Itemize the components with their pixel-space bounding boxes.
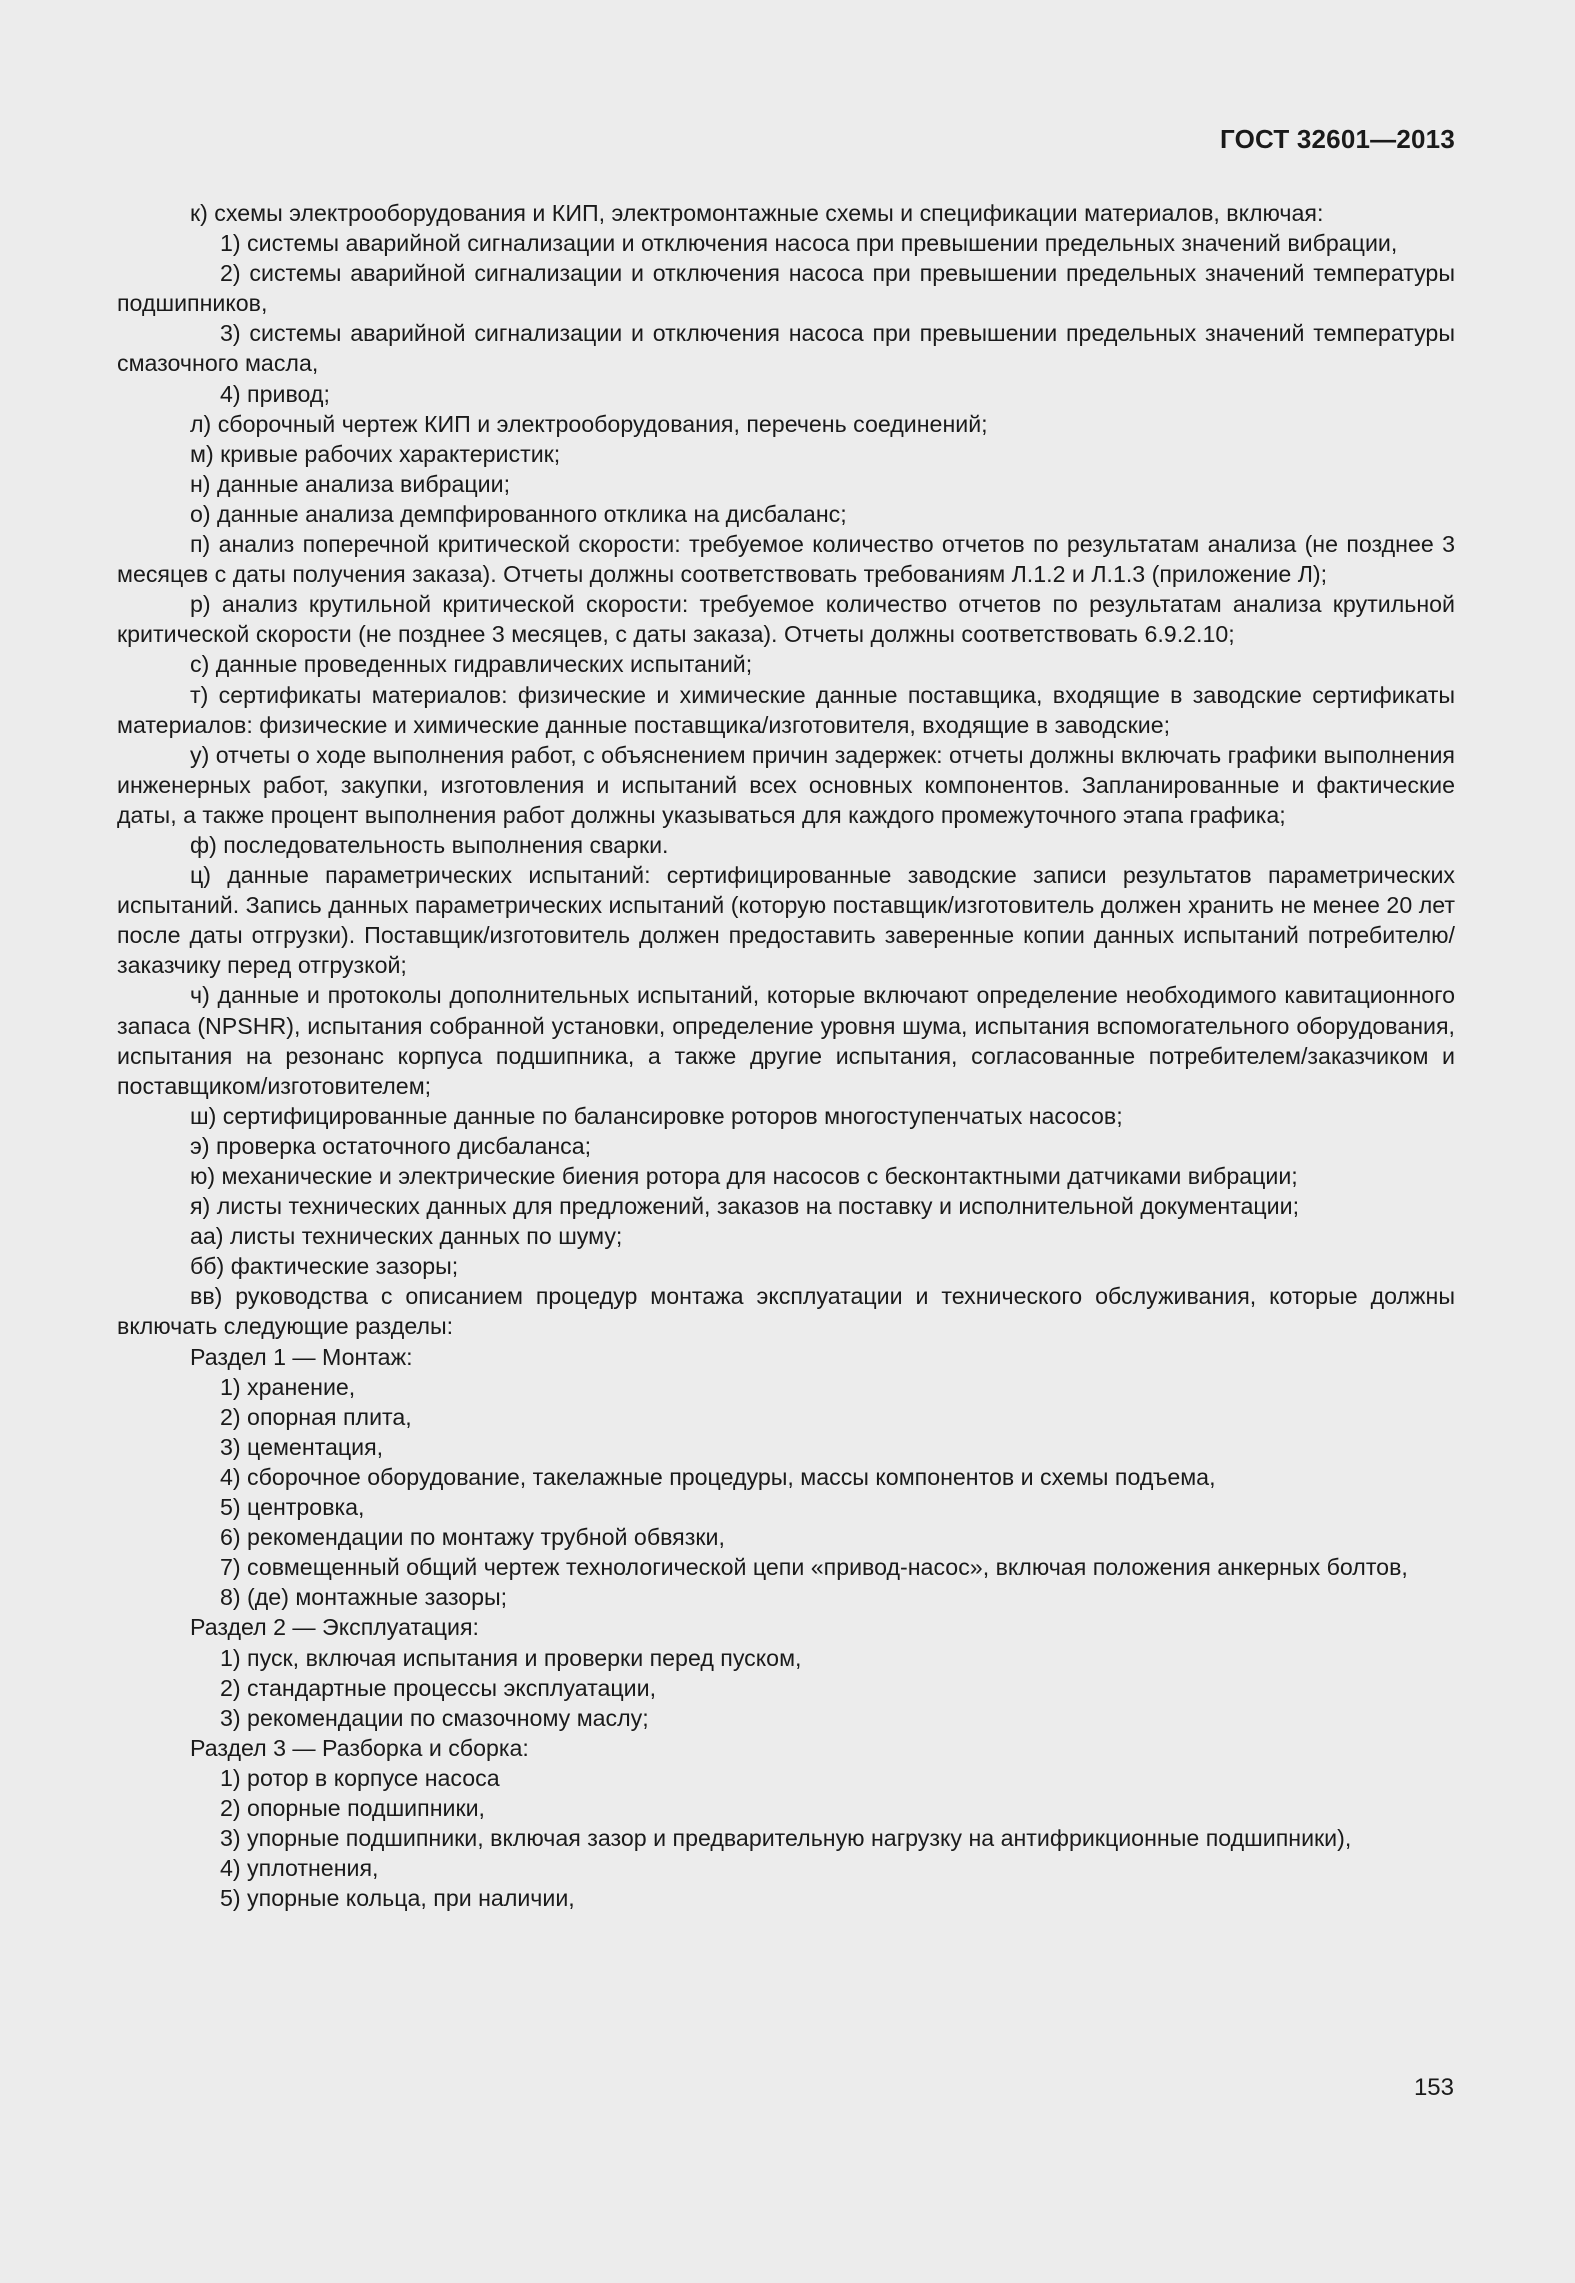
list-subitem: 2) опорная плита, <box>220 1403 412 1430</box>
list-subitem: 4) сборочное оборудование, такелажные процедуры, массы компонентов и схемы подъема, <box>220 1463 1216 1490</box>
list-subitem: 1) системы аварийной сигнализации и отключения насоса при превышении предельных значений вибрации, <box>220 230 1398 257</box>
list-item: м) кривые рабочих характеристик; <box>190 440 561 467</box>
list-subitem: 5) центровка, <box>220 1494 365 1521</box>
list-item: ш) сертифицированные данные по балансировке роторов многоступенчатых насосов; <box>190 1102 1123 1129</box>
list-item: Раздел 2 — Эксплуатация: <box>190 1614 480 1641</box>
list-subitem: 7) совмещенный общий чертеж технологической цепи «привод-насос», включая положения анкерных болтов, <box>220 1554 1408 1581</box>
list-item: бб) фактические зазоры; <box>190 1253 459 1280</box>
list-item: Раздел 3 — Разборка и сборка: <box>190 1734 529 1761</box>
page-body <box>117 198 1455 1913</box>
page-number: 153 <box>1413 2074 1454 2101</box>
list-item: вв) руководства с описанием процедур монтажа эксплуатации и технического обслуживания, которые должны включать следующие разделы: <box>117 1283 1455 1340</box>
list-item: т) сертификаты материалов: физические и химические данные поставщика, входящие в заводские сертификаты материалов: физические и химические данные поставщика/изготовителя, входящие в заводские; <box>117 681 1455 738</box>
list-subitem: 1) хранение, <box>220 1373 356 1400</box>
document-number: ГОСТ 32601—2013 <box>1220 124 1455 154</box>
list-item: ю) механические и электрические биения ротора для насосов с бесконтактными датчиками вибрации; <box>190 1163 1298 1189</box>
list-item: р) анализ крутильной критической скорости: требуемое количество отчетов по результатам анализа крутильной критической скорости (не позднее 3 месяцев, с даты заказа). Отчеты должны соответствовать 6.9.2.10; <box>117 591 1455 648</box>
list-item: п) анализ поперечной критической скорости: требуемое количество отчетов по результатам анализа (не позднее 3 месяцев с даты получения заказа). Отчеты должны соответствовать требованиям Л.1.2 и Л.1.3 (приложение Л); <box>117 531 1455 588</box>
list-subitem: 3) системы аварийной сигнализации и отключения насоса при превышении предельных значений температуры смазочного масла, <box>117 320 1455 377</box>
list-item: л) сборочный чертеж КИП и электрооборудования, перечень соединений; <box>190 410 988 437</box>
list-item: с) данные проведенных гидравлических испытаний; <box>190 651 753 678</box>
list-subitem: 3) цементация, <box>220 1433 384 1460</box>
list-item: аа) листы технических данных по шуму; <box>190 1223 623 1250</box>
list-subitem: 1) пуск, включая испытания и проверки перед пуском, <box>220 1644 802 1671</box>
list-subitem: 2) стандартные процессы эксплуатации, <box>220 1674 657 1701</box>
list-item: ц) данные параметрических испытаний: сертифицированные заводские записи результатов параметрических испытаний. Запись данных параметрических испытаний (которую поставщик/изготовитель должен хранить не менее 20 лет после даты отгрузки). Поставщик/изготовитель должен предоставить заверенные копии данных испытаний потребителю/заказчику перед отгрузкой; <box>117 862 1455 979</box>
list-item: я) листы технических данных для предложений, заказов на поставку и исполнительной документации; <box>190 1193 1300 1220</box>
list-item: н) данные анализа вибрации; <box>190 470 511 497</box>
list-item: Раздел 1 — Монтаж: <box>190 1343 413 1370</box>
list-item: у) отчеты о ходе выполнения работ, с объяснением причин задержек: отчеты должны включать графики выполнения инженерных работ, закупки, изготовления и испытаний всех основных компонентов. Запланированные и фактические даты, а также процент выполнения работ должны указываться для каждого промежуточного этапа графика; <box>117 741 1455 828</box>
list-subitem: 3) упорные подшипники, включая зазор и предварительную нагрузку на антифрикционные подшипники), <box>220 1825 1352 1852</box>
list-item: ф) последовательность выполнения сварки. <box>190 831 669 858</box>
list-item: к) схемы электрооборудования и КИП, электромонтажные схемы и спецификации материалов, включая: <box>190 200 1324 226</box>
list-item: э) проверка остаточного дисбаланса; <box>190 1132 592 1159</box>
list-item: ч) данные и протоколы дополнительных испытаний, которые включают определение необходимого кавитационного запаса (NPSHR), испытания собранной установки, определение уровня шума, испытания вспомогательного оборудования, испытания на резонанс корпуса подшипника, а также другие испытания, согласованные потребителем/заказчиком и поставщиком/изготовителем; <box>117 982 1455 1099</box>
list-subitem: 8) (де) монтажные зазоры; <box>220 1584 508 1611</box>
list-subitem: 4) уплотнения, <box>220 1855 379 1882</box>
list-subitem: 4) привод; <box>220 380 330 407</box>
list-subitem: 3) рекомендации по смазочному маслу; <box>220 1704 649 1731</box>
list-subitem: 5) упорные кольца, при наличии, <box>220 1885 575 1912</box>
list-subitem: 2) системы аварийной сигнализации и отключения насоса при превышении предельных значений температуры подшипников, <box>117 260 1455 317</box>
list-subitem: 6) рекомендации по монтажу трубной обвязки, <box>220 1524 725 1551</box>
list-item: о) данные анализа демпфированного отклика на дисбаланс; <box>190 500 847 527</box>
list-subitem: 2) опорные подшипники, <box>220 1794 485 1821</box>
list-subitem: 1) ротор в корпусе насоса <box>220 1764 500 1791</box>
